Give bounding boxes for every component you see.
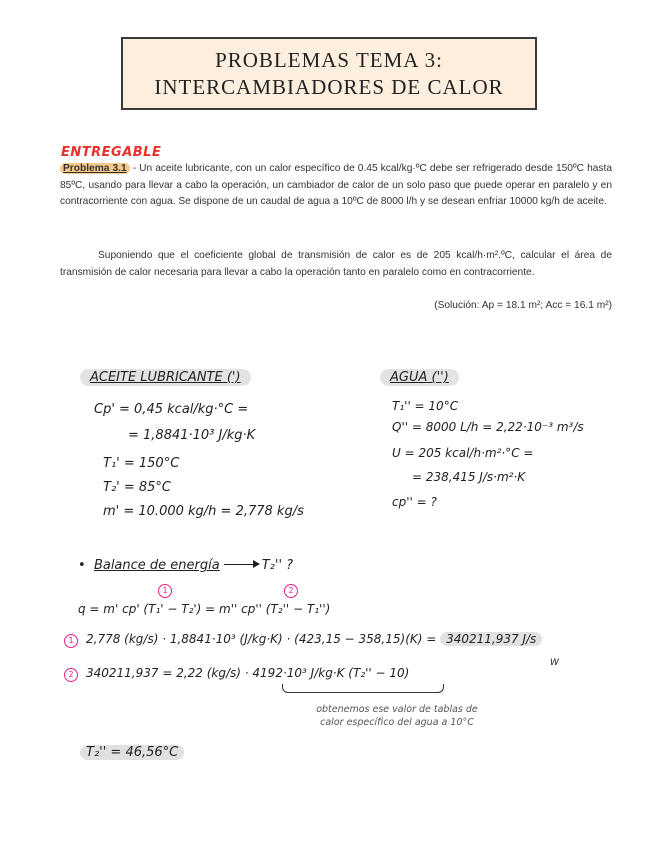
equation-2: 340211,937 = 2,22 (kg/s) · 4192·10³ J/kg·K (T₂'' − 10) — [86, 666, 410, 680]
water-cp: cp'' = ? — [392, 495, 437, 509]
entregable-tag: ENTREGABLE — [61, 145, 162, 160]
balance-line — [78, 558, 293, 573]
problem-paragraph-2: Suponiendo que el coeficiente global de transmisión de calor es de 205 kcal/h·m².ºC, calcular el área de transmisión de calor necesaria para llevar a cabo la operación tanto en paralelo como en contracorriente. — [60, 250, 612, 278]
oil-cp-si: = 1,8841·10³ J/kg·K — [128, 428, 256, 443]
energy-equation: q = m' cp' (T₁' − T₂') = m'' cp'' (T₂'' − T₁'') — [78, 602, 331, 616]
solution-text: (Solución: Ap = 18.1 m²; Acc = 16.1 m²) — [434, 300, 612, 311]
equation-1-watt: W — [550, 658, 559, 668]
marker-1-top: 1 — [158, 584, 172, 598]
balance-target: T₂'' ? — [261, 558, 294, 573]
bullet-icon: • — [78, 558, 94, 573]
equation-1 — [86, 632, 542, 646]
oil-cp: Cp' = 0,45 kcal/kg·°C = — [94, 402, 249, 417]
arrow-right-icon — [224, 564, 258, 565]
marker-2: 2 — [64, 668, 78, 682]
title-line-1: PROBLEMAS TEMA 3: — [215, 48, 443, 72]
oil-header: ACEITE LUBRICANTE (') — [80, 370, 251, 385]
equation-1-lhs: 2,778 (kg/s) · 1,8841·10³ (J/kg·K) · (423,15 − 358,15)(K) = — [86, 632, 437, 646]
oil-mass-flow: m' = 10.000 kg/h = 2,778 kg/s — [103, 504, 304, 519]
side-note: obtenemos ese valor de tablas de calor específico del agua a 10°C — [316, 704, 478, 728]
marker-2-top: 2 — [284, 584, 298, 598]
oil-t2: T₂' = 85°C — [103, 480, 172, 495]
title-box — [121, 37, 537, 110]
underbrace — [282, 684, 444, 693]
water-u-si: = 238,415 J/s·m²·K — [412, 470, 526, 484]
marker-1: 1 — [64, 634, 78, 648]
water-u: U = 205 kcal/h·m²·°C = — [392, 446, 534, 460]
problem-paragraph-1 — [60, 161, 612, 211]
water-t1: T₁'' = 10°C — [392, 399, 459, 413]
equation-1-result: 340211,937 J/s — [440, 632, 542, 646]
balance-label: Balance de energía — [93, 558, 220, 573]
title-line-2: INTERCAMBIADORES DE CALOR — [154, 75, 504, 99]
oil-t1: T₁' = 150°C — [103, 456, 180, 471]
problem-text-1: - Un aceite lubricante, con un calor específico de 0.45 kcal/kg·ºC debe ser refrigerado desde 150ºC hasta 85ºC, usando para llevar a cabo la operación, un cambiador de calor de un solo paso que puede operar en paralelo y en contracorriente con agua. Se dispone de un caudal de agua a 10ºC de 8000 l/h y se desean enfriar 10000 kg/h de aceite. — [60, 163, 612, 207]
water-header: AGUA ('') — [380, 370, 459, 385]
water-flow: Q'' = 8000 L/h = 2,22·10⁻³ m³/s — [392, 420, 584, 434]
problem-label: Problema 3.1 — [60, 163, 130, 174]
final-result: T₂'' = 46,56°C — [80, 745, 184, 760]
